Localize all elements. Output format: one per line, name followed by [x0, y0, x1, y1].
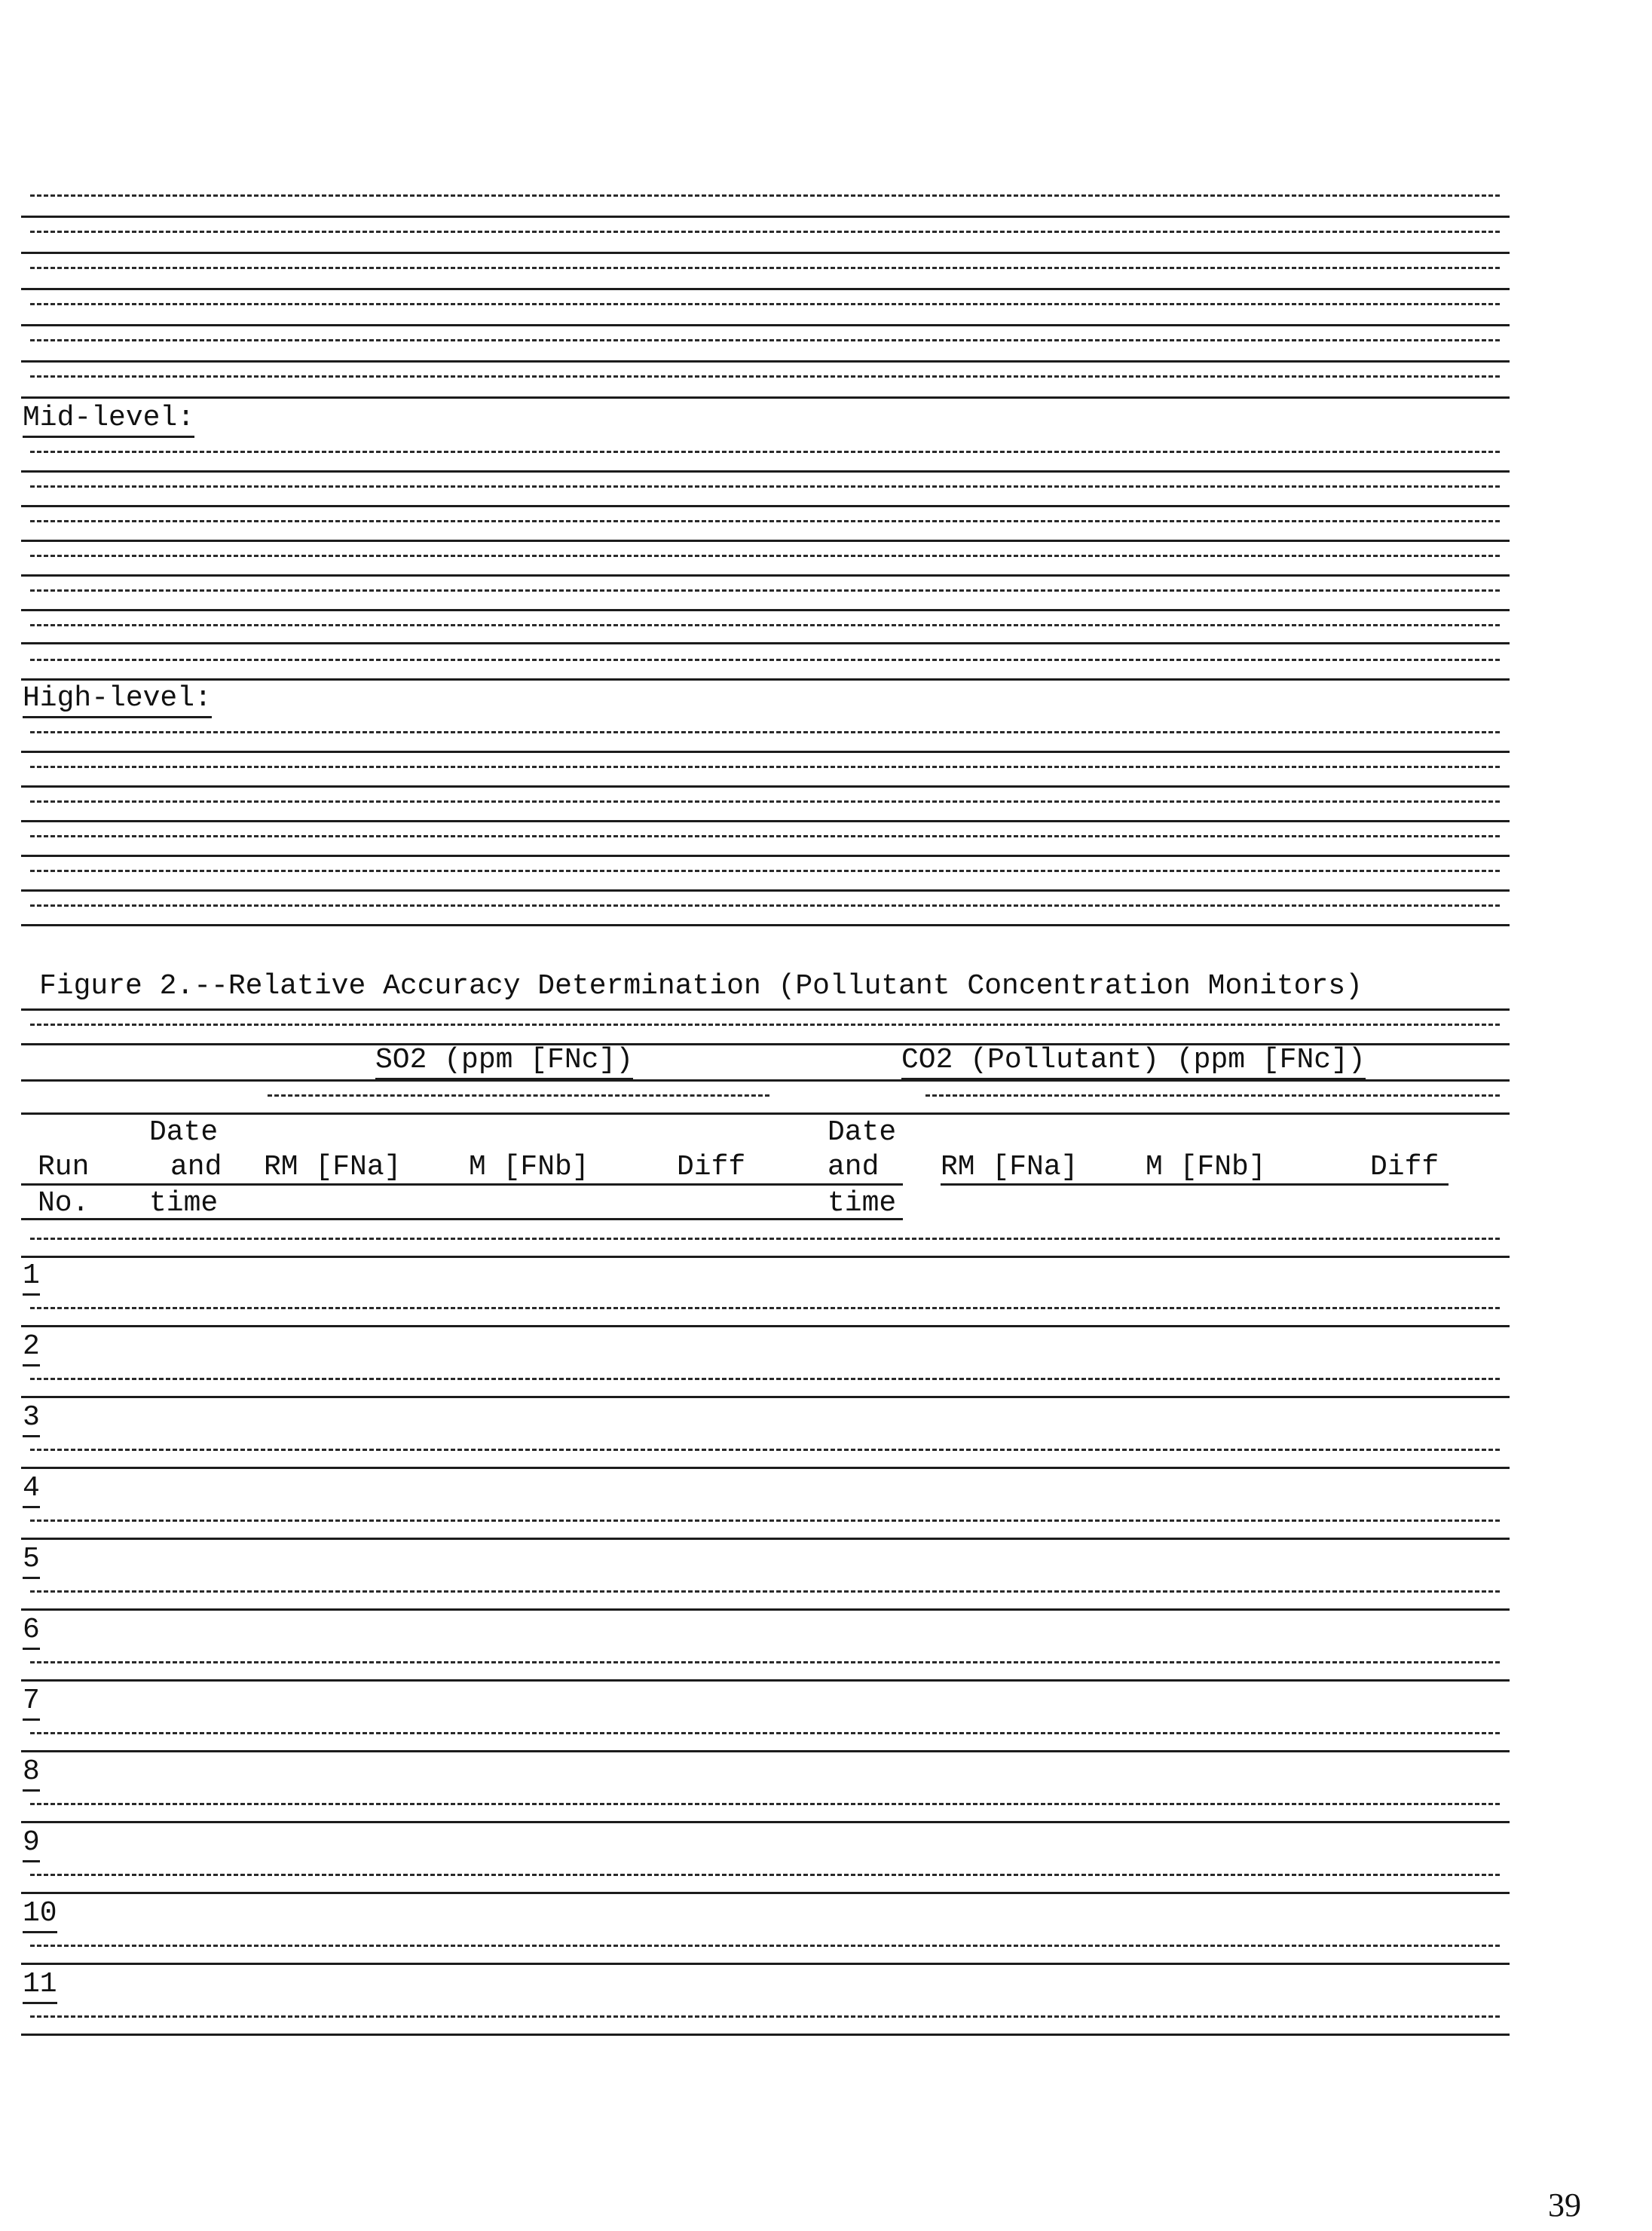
solid-rule [21, 751, 1510, 753]
header-solid-rule [21, 1112, 1510, 1115]
page-number: 39 [1548, 2187, 1581, 2223]
solid-rule [21, 642, 1510, 644]
dashed-rule [30, 555, 1500, 557]
dashed-rule [30, 731, 1500, 733]
solid-rule [21, 889, 1510, 892]
solid-rule [21, 574, 1510, 577]
solid-rule [21, 609, 1510, 611]
column-diff-2: Diff [1370, 1151, 1439, 1183]
dashed-rule [30, 1732, 1500, 1734]
dashed-rule [30, 589, 1500, 592]
dashed-rule [30, 904, 1500, 907]
column-header-underline [21, 1183, 903, 1186]
column-date-1-line3: time [149, 1187, 219, 1220]
dashed-rule [30, 1024, 1500, 1026]
column-diff-1: Diff [677, 1151, 746, 1183]
solid-rule [21, 396, 1510, 399]
solid-rule [21, 1008, 1510, 1011]
run-number: 5 [23, 1545, 40, 1579]
solid-rule [21, 785, 1510, 788]
solid-rule [21, 820, 1510, 822]
dashed-rule [30, 1590, 1500, 1593]
solid-rule [21, 360, 1510, 363]
dashed-rule [30, 520, 1500, 522]
solid-rule [21, 288, 1510, 290]
solid-rule [21, 1325, 1510, 1327]
column-date-2-line3: time [828, 1187, 897, 1220]
dashed-rule [30, 1307, 1500, 1309]
column-rm-1: RM [FNa] [264, 1151, 402, 1183]
dashed-rule [30, 1449, 1500, 1451]
dashed-rule [30, 1238, 1500, 1240]
solid-rule [21, 1679, 1510, 1682]
column-m-2: M [FNb] [1146, 1151, 1266, 1183]
solid-rule [21, 252, 1510, 254]
solid-rule [21, 924, 1510, 926]
dashed-rule [30, 835, 1500, 837]
solid-rule [21, 470, 1510, 473]
dashed-rule [30, 1945, 1500, 1947]
so2-group-header: SO2 (ppm [FNc]) [375, 1046, 633, 1080]
run-number: 3 [23, 1403, 40, 1437]
solid-rule [21, 1821, 1510, 1823]
run-number: 9 [23, 1829, 40, 1862]
mid-level-label: Mid-level: [23, 404, 194, 438]
solid-rule [21, 540, 1510, 542]
dashed-rule [30, 2015, 1500, 2018]
solid-rule [21, 1963, 1510, 1965]
run-number: 6 [23, 1616, 40, 1650]
column-header-underline [1370, 1183, 1449, 1186]
column-header-underline [21, 1218, 903, 1220]
so2-group-dashed-rule [268, 1094, 769, 1097]
run-number: 7 [23, 1687, 40, 1721]
figure-caption: Figure 2.--Relative Accuracy Determination (Pollutant Concentration Monitors) [39, 970, 1363, 1002]
solid-rule [21, 1750, 1510, 1752]
dashed-rule [30, 659, 1500, 661]
dashed-rule [30, 339, 1500, 341]
solid-rule [21, 505, 1510, 507]
high-level-label: High-level: [23, 684, 212, 718]
solid-rule [21, 678, 1510, 681]
solid-rule [21, 1256, 1510, 1258]
header-solid-rule [21, 1079, 1510, 1082]
run-number: 10 [23, 1899, 57, 1933]
dashed-rule [30, 624, 1500, 626]
dashed-rule [30, 375, 1500, 378]
solid-rule [21, 1538, 1510, 1540]
column-rm-2: RM [FNa] [941, 1151, 1078, 1183]
co2-group-dashed-rule [925, 1094, 1500, 1097]
column-date-1-line2: and [170, 1151, 222, 1183]
solid-rule [21, 1608, 1510, 1611]
dashed-rule [30, 267, 1500, 269]
column-date-1-line1: Date [149, 1116, 219, 1149]
dashed-rule [30, 766, 1500, 768]
dashed-rule [30, 1803, 1500, 1805]
column-run-line1: Run [38, 1151, 90, 1183]
dashed-rule [30, 451, 1500, 453]
run-number: 1 [23, 1262, 40, 1296]
solid-rule [21, 855, 1510, 857]
column-date-2-line2: and [828, 1151, 880, 1183]
solid-rule [21, 1467, 1510, 1469]
dashed-rule [30, 870, 1500, 872]
column-run-line2: No. [38, 1187, 90, 1220]
solid-rule [21, 324, 1510, 326]
solid-rule [21, 1892, 1510, 1894]
run-number: 4 [23, 1474, 40, 1508]
run-number: 8 [23, 1758, 40, 1792]
column-date-2-line1: Date [828, 1116, 897, 1149]
dashed-rule [30, 485, 1500, 488]
co2-group-header: CO2 (Pollutant) (ppm [FNc]) [901, 1046, 1366, 1080]
dashed-rule [30, 194, 1500, 197]
dashed-rule [30, 1519, 1500, 1522]
dashed-rule [30, 800, 1500, 803]
dashed-rule [30, 1874, 1500, 1876]
dashed-rule [30, 303, 1500, 305]
solid-rule [21, 216, 1510, 218]
column-m-1: M [FNb] [469, 1151, 589, 1183]
run-number: 11 [23, 1970, 57, 2004]
solid-rule [21, 2034, 1510, 2036]
dashed-rule [30, 231, 1500, 233]
dashed-rule [30, 1661, 1500, 1663]
solid-rule [21, 1396, 1510, 1398]
run-number: 2 [23, 1333, 40, 1366]
dashed-rule [30, 1378, 1500, 1380]
